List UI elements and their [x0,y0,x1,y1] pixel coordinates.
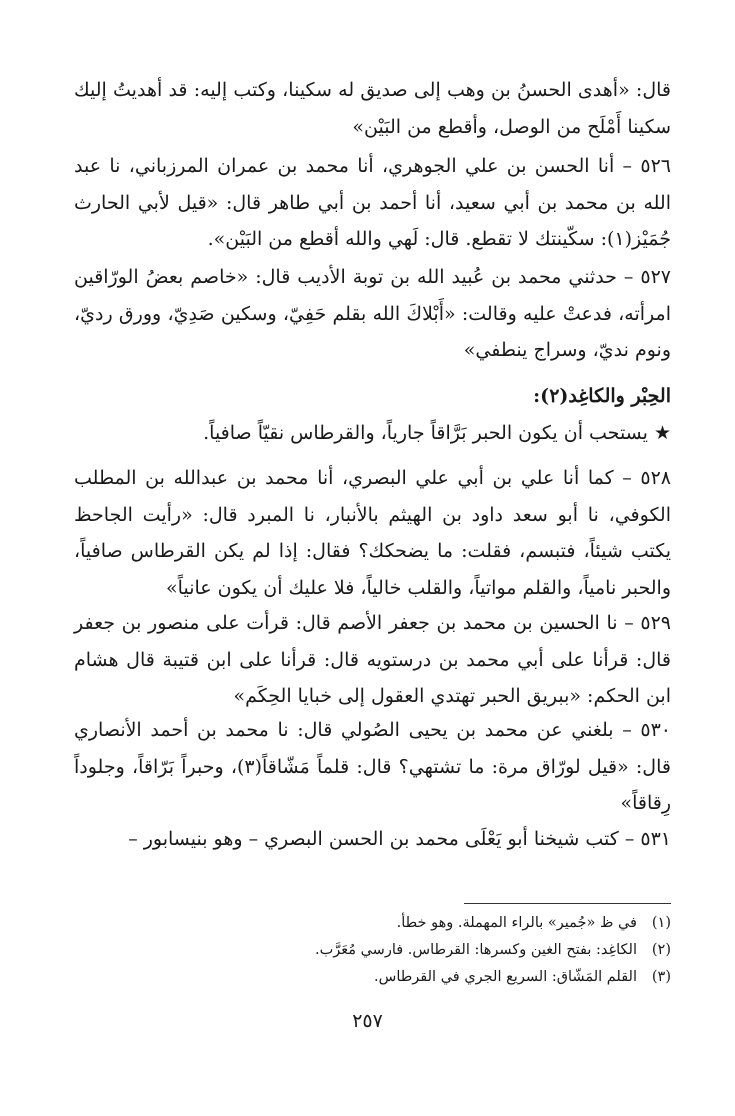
paragraph-text: ٥٢٨ – كما أنا علي بن أبي علي البصري، أنا محمد بن عبدالله بن المطلب الكوفي، نا أبو سعد داود بن الهيثم بالأنبار، نا المبرد قال: «رأيت الجاحظ يكتب شيئاً، فتبسم، فقلت: ما يضحكك؟ فقال: إذا لم يكن القرطاس صافياً، والحبر نامياً، والقلم مواتياً، والقلب خالياً، فلا عليك أن يكون عانياً» [74,467,671,599]
footnote-mark: (١) [651,915,671,931]
footnotes [300,910,671,991]
footnote-item [300,910,671,937]
paragraph-text: ٥٣٠ – بلغني عن محمد بن يحيى الصُولي قال: نا محمد بن أحمد الأنصاري قال: «قيل لورّاق مرة: ما تشتهي؟ قال: قلماً مَشّاقاً(٣)، وحبراً بَرّاقاً، وجلوداً رِقاقاً» [74,719,671,814]
paragraph-530 [74,712,671,822]
paragraph-text: ★ يستحب أن يكون الحبر بَرَّاقاً جارياً، والقرطاس نقيّاً صافياً. [203,421,671,444]
paragraph-526 [74,148,671,258]
footnote-mark: (٢) [651,942,671,958]
paragraph-text: ٥٣١ – كتب شيخنا أبو يَعْلَى محمد بن الحسن البصري – وهو بنيسابور – [128,828,671,850]
paragraph-531 [74,821,671,858]
section-heading: الحِبْر والكاغِد(٢): [533,385,671,407]
footnote-text: القلم المَشّاق: السريع الجري في القرطاس. [374,969,637,985]
paragraph-528 [74,460,671,606]
section-ink-paper [74,378,671,451]
footnote-divider [464,903,671,904]
footnote-mark: (٣) [651,969,671,985]
paragraph-text: ٥٢٧ – حدثني محمد بن عُبيد الله بن توبة الأديب قال: «خاصم بعضُ الورّاقين امرأته، فدعتْ عليه وقالت: «أَبْلاكَ الله بقلم حَفِيّ، وسكين صَدِيّ، وورق رديّ، ونوم نديّ، وسراج ينطفي» [74,266,671,361]
paragraph-529 [74,605,671,715]
paragraph-text: ٥٢٦ – أنا الحسن بن علي الجوهري، أنا محمد بن عمران المرزباني، نا عبد الله بن محمد بن أبي سعيد، أنا أحمد بن أبي طاهر قال: «قيل لأبي الحارث جُمَيْز(١): سكّينتك لا تقطع. قال: لَهي والله أقطع من البَيْن». [74,155,671,250]
footnote-item [300,937,671,964]
footnote-text: في ظ «جُمير» بالراء المهملة. وهو خطأ. [396,915,637,931]
footnote-text: الكاغِد: بفتح الغين وكسرها: القرطاس. فارسي مُعَرَّب. [314,942,637,958]
paragraph-intro [74,72,671,145]
page-number: ٢٥٧ [352,1010,383,1032]
paragraph-527 [74,259,671,369]
paragraph-text: ٥٢٩ – نا الحسين بن محمد بن جعفر الأصم قال: قرأت على منصور بن جعفر قال: قرأنا على أبي محمد بن درستويه قال: قرأنا على ابن قتيبة قال هشام ابن الحكم: «ببريق الحبر تهتدي العقول إلى خبايا الحِكَم» [74,612,671,707]
footnote-item [300,964,671,991]
paragraph-text: قال: «أهدى الحسنُ بن وهب إلى صديق له سكينا، وكتب إليه: قد أهديتُ إليك سكينا أَمْلَح من الوصل، وأقطع من البَيْن» [74,79,671,138]
